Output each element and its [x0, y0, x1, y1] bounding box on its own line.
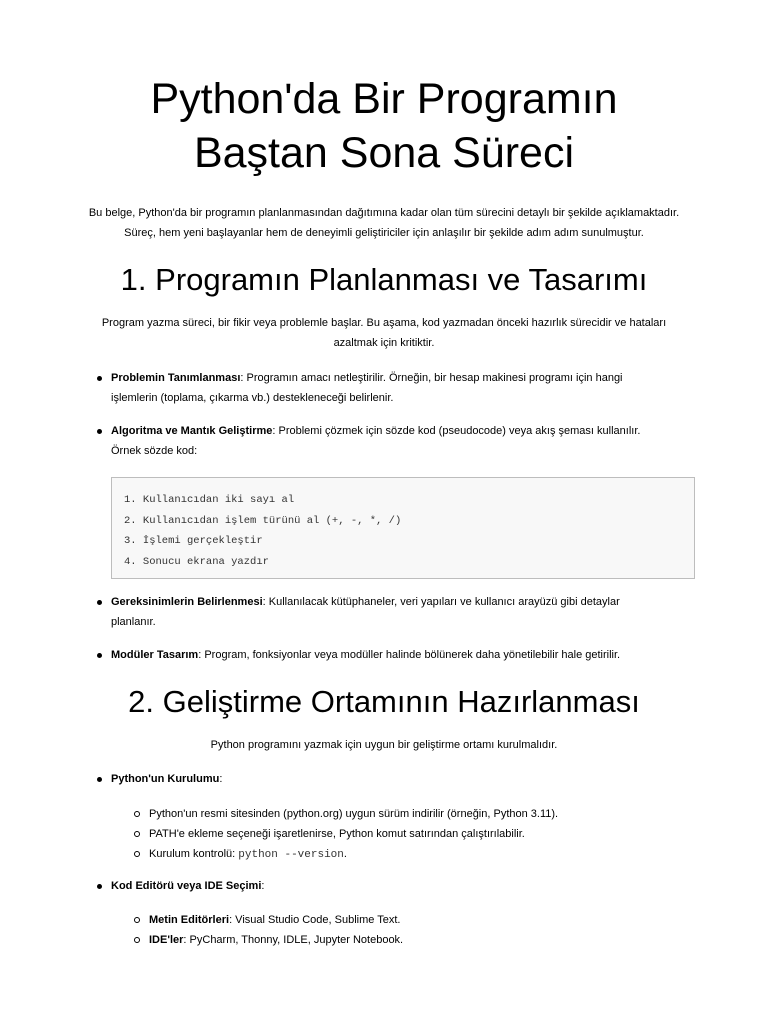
list-item-colon: : — [261, 880, 265, 892]
section1-paragraph — [70, 313, 698, 353]
list-item-text: : Kullanılacak kütüphaneler, veri yapıları ve kullanıcı arayüzü gibi detaylar — [262, 596, 620, 608]
sub-item-period: . — [343, 848, 347, 860]
list-item-term: Python'un Kurulumu — [111, 773, 220, 785]
sub-item-path: PATH'e ekleme seçeneği işaretlenirse, Python komut satırından çalıştırılabilir. — [149, 824, 709, 844]
list-item-term: Gereksinimlerin Belirlenmesi — [111, 596, 263, 608]
list-item-text: : Programın amacı netleştirilir. Örneğin, bir hesap makinesi programı için hangi — [240, 372, 623, 384]
list-item-algorithm — [111, 421, 711, 461]
list-item-text-cont: Örnek sözde kod: — [111, 445, 198, 457]
list-item-term: Kod Editörü veya IDE Seçimi — [111, 880, 262, 892]
intro-paragraph — [50, 203, 718, 243]
sub-item-text: : PyCharm, Thonny, IDLE, Jupyter Notebook. — [183, 934, 404, 946]
sub-item-text: : Visual Studio Code, Sublime Text. — [229, 914, 401, 926]
sub-item-text: Kurulum kontrolü: — [149, 848, 239, 860]
list-item-problem-definition — [111, 368, 711, 408]
list-item-text: : Program, fonksiyonlar veya modüller halinde bölünerek daha yönetilebilir hale getirilir. — [198, 649, 621, 661]
section1-para-line-2: azaltmak için kritiktir. — [333, 337, 435, 349]
list-item-colon: : — [219, 773, 223, 785]
intro-line-2: Süreç, hem yeni başlayanlar hem de deneyimli geliştiriciler için anlaşılır bir şekilde adım adım sunulmuştur. — [124, 227, 644, 239]
intro-line-1: Bu belge, Python'da bir programın planlanmasından dağıtımına kadar olan tüm sürecini detaylı bir şekilde açıklamaktadır. — [88, 207, 680, 219]
list-item-python-install — [111, 769, 711, 789]
sub-item-term: IDE'ler — [149, 934, 184, 946]
sub-item-ides — [149, 930, 709, 950]
code-line: 2. Kullanıcıdan işlem türünü al (+, -, *, /) — [124, 514, 402, 527]
sub-item-text-editors — [149, 910, 709, 930]
list-item-text: : Problemi çözmek için sözde kod (pseudocode) veya akış şeması kullanılır. — [272, 425, 641, 437]
list-item-modular-design — [111, 645, 711, 665]
list-item-text-cont: planlanır. — [111, 616, 156, 628]
list-item-term: Problemin Tanımlanması — [111, 372, 241, 384]
code-line: 3. İşlemi gerçekleştir — [124, 535, 263, 547]
list-item-requirements — [111, 592, 711, 632]
section-heading-planning: 1. Programın Planlanması ve Tasarımı — [120, 262, 648, 297]
section1-para-line-1: Program yazma süreci, bir fikir veya problemle başlar. Bu aşama, kod yazmadan önceki hazırlık sürecidir ve hataları — [101, 317, 667, 329]
sub-item-install-check — [149, 844, 709, 865]
pseudocode-block — [111, 477, 695, 579]
inline-code: python --version — [238, 849, 344, 861]
list-item-term: Modüler Tasarım — [111, 649, 199, 661]
title-line-2: Baştan Sona Süreci — [193, 129, 575, 177]
list-item-text-cont: işlemlerin (toplama, çıkarma vb.) destekleneceği belirlenir. — [111, 392, 394, 404]
code-line: 1. Kullanıcıdan iki sayı al — [124, 494, 295, 506]
section2-paragraph: Python programını yazmak için uygun bir geliştirme ortamı kurulmalıdır. — [210, 739, 558, 751]
code-line: 4. Sonucu ekrana yazdır — [124, 555, 269, 568]
list-item-editor-choice — [111, 876, 711, 896]
title-line-1: Python'da Bir Programın — [150, 75, 618, 123]
sub-item-download: Python'un resmi sitesinden (python.org) uygun sürüm indirilir (örneğin, Python 3.11). — [149, 804, 709, 824]
page-title — [40, 72, 728, 180]
sub-item-term: Metin Editörleri — [149, 914, 230, 926]
section-heading-environment: 2. Geliştirme Ortamının Hazırlanması — [128, 684, 640, 719]
list-item-term: Algoritma ve Mantık Geliştirme — [111, 425, 273, 437]
